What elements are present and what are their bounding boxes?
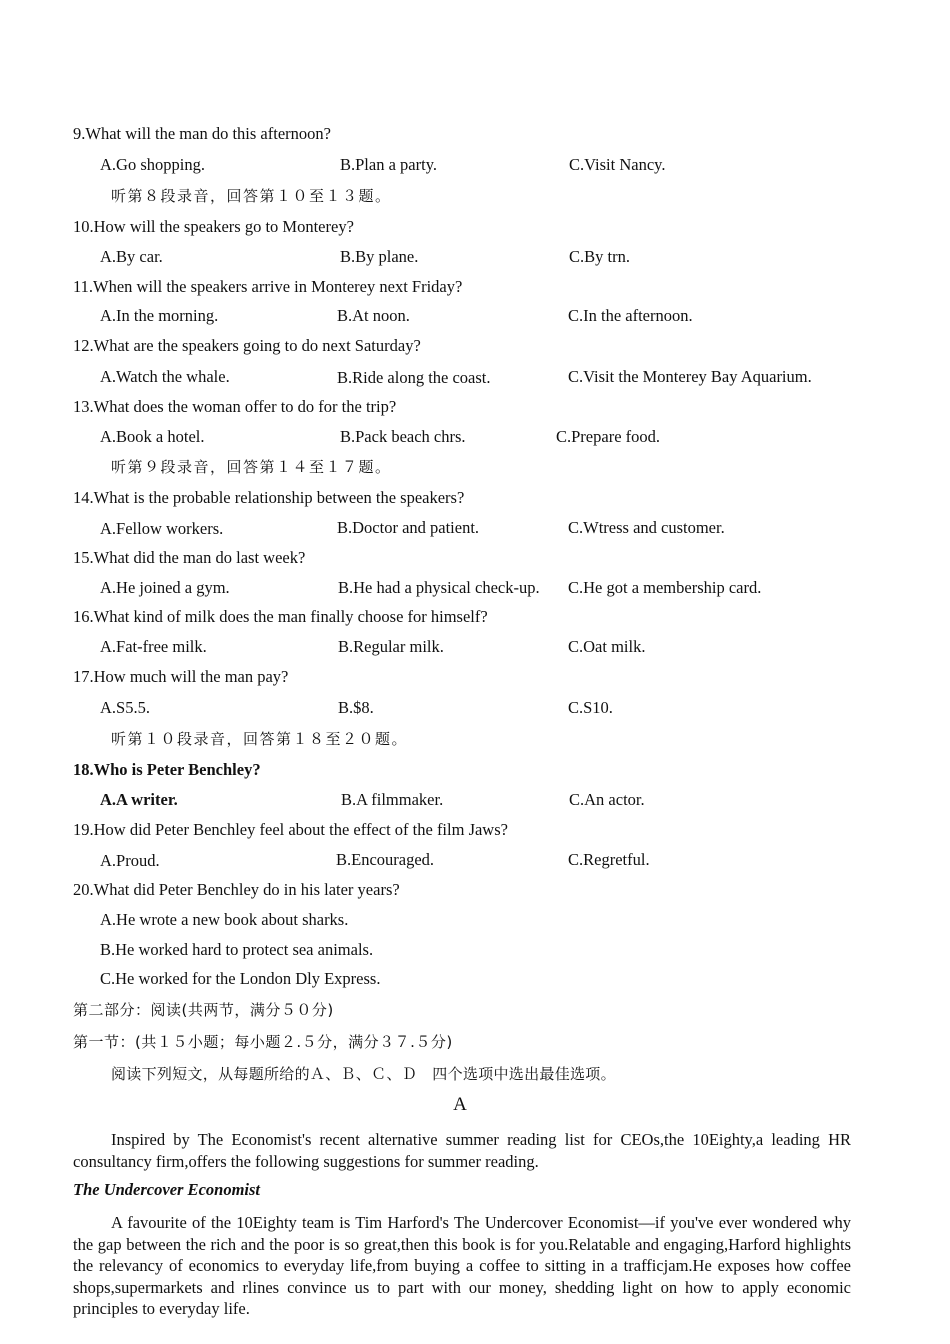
passage-intro: Inspired by The Economist's recent alternative summer reading list for CEOs,the 10Eighty,a leading HR consultancy firm,offers the following suggestions for summer reading.	[73, 1130, 851, 1171]
q14-option-b: B.Doctor and patient.	[337, 518, 480, 537]
q10-option-b: B.By plane.	[340, 247, 419, 266]
part-2-section-1-heading: 第一节：(共１５小题；每小题２.５分，满分３７.５分)	[73, 1033, 453, 1051]
q20-option-b: B.He worked hard to protect sea animals.	[100, 940, 374, 959]
question-12: 12.What are the speakers going to do next Saturday?	[73, 336, 421, 355]
q20-option-c: C.He worked for the London Dly Express.	[100, 969, 381, 988]
part-2-heading: 第二部分：阅读(共两节，满分５０分)	[73, 1001, 334, 1019]
question-13: 13.What does the woman offer to do for the trip?	[73, 397, 397, 416]
q17-option-a: A.S5.5.	[100, 698, 150, 717]
q16-option-a: A.Fat-free milk.	[100, 637, 207, 656]
question-11: 11.When will the speakers arrive in Monterey next Friday?	[73, 277, 463, 296]
q14-option-c: C.Wtress and customer.	[568, 518, 725, 537]
question-14: 14.What is the probable relationship between the speakers?	[73, 488, 465, 507]
q12-option-a: A.Watch the whale.	[100, 367, 230, 386]
section-10-instruction: 听第１０段录音，回答第１８至２０题。	[111, 730, 409, 748]
q14-option-a: A.Fellow workers.	[100, 519, 224, 538]
q17-option-b: B.$8.	[338, 698, 374, 717]
q17-option-c: C.S10.	[568, 698, 613, 717]
q9-option-a: A.Go shopping.	[100, 155, 205, 174]
question-18: 18.Who is Peter Benchley?	[73, 760, 261, 779]
q13-option-b: B.Pack beach chrs.	[340, 427, 466, 446]
reading-instructions: 阅读下列短文，从每题所给的Ａ、Ｂ、Ｃ、Ｄ 四个选项中选出最佳选项。	[111, 1065, 616, 1083]
q18-option-c: C.An actor.	[569, 790, 645, 809]
q11-option-a: A.In the morning.	[100, 306, 219, 325]
passage-label: A	[453, 1094, 467, 1115]
q10-option-c: C.By trn.	[569, 247, 630, 266]
book-description: A favourite of the 10Eighty team is Tim Harford's The Undercover Economist—if you've ever wondered why the gap between the rich and the poor is so great,then this book is for you.Relatable and engaging,Harford highlights the relevancy of economics to everyday life,from buying a coffee to sitting in a trafficjam.He exposes how coffee shops,supermarkets and rlines convince us to part with our money, shedding light on how to apply economic principles to everyday life.	[73, 1213, 851, 1319]
q16-option-b: B.Regular milk.	[338, 637, 444, 656]
question-10: 10.How will the speakers go to Monterey?	[73, 217, 354, 236]
q15-option-b: B.He had a physical check-up.	[338, 578, 540, 597]
q15-option-c: C.He got a membership card.	[568, 578, 762, 597]
q11-option-c: C.In the afternoon.	[568, 306, 693, 325]
q15-option-a: A.He joined a gym.	[100, 578, 230, 597]
q18-option-b: B.A filmmaker.	[341, 790, 444, 809]
q13-option-a: A.Book a hotel.	[100, 427, 205, 446]
q11-option-b: B.At noon.	[337, 306, 410, 325]
q19-option-a: A.Proud.	[100, 851, 160, 870]
question-9: 9.What will the man do this afternoon?	[73, 124, 331, 143]
q10-option-a: A.By car.	[100, 247, 163, 266]
q20-option-a: A.He wrote a new book about sharks.	[100, 910, 349, 929]
question-20: 20.What did Peter Benchley do in his later years?	[73, 880, 400, 899]
q9-option-c: C.Visit Nancy.	[569, 155, 666, 174]
q13-option-c: C.Prepare food.	[556, 427, 661, 446]
question-17: 17.How much will the man pay?	[73, 667, 289, 686]
question-19: 19.How did Peter Benchley feel about the effect of the film Jaws?	[73, 820, 508, 839]
q12-option-c: C.Visit the Monterey Bay Aquarium.	[568, 367, 812, 386]
q18-option-a: A.A writer.	[100, 790, 178, 809]
section-9-instruction: 听第９段录音，回答第１４至１７题。	[111, 458, 392, 476]
q19-option-c: C.Regretful.	[568, 850, 650, 869]
book-title: The Undercover Economist	[73, 1180, 260, 1199]
q16-option-c: C.Oat milk.	[568, 637, 646, 656]
q19-option-b: B.Encouraged.	[336, 850, 435, 869]
section-8-instruction: 听第８段录音，回答第１０至１３题。	[111, 187, 392, 205]
question-16: 16.What kind of milk does the man finally choose for himself?	[73, 607, 488, 626]
q9-option-b: B.Plan a party.	[340, 155, 437, 174]
q12-option-b: B.Ride along the coast.	[337, 368, 491, 387]
question-15: 15.What did the man do last week?	[73, 548, 306, 567]
